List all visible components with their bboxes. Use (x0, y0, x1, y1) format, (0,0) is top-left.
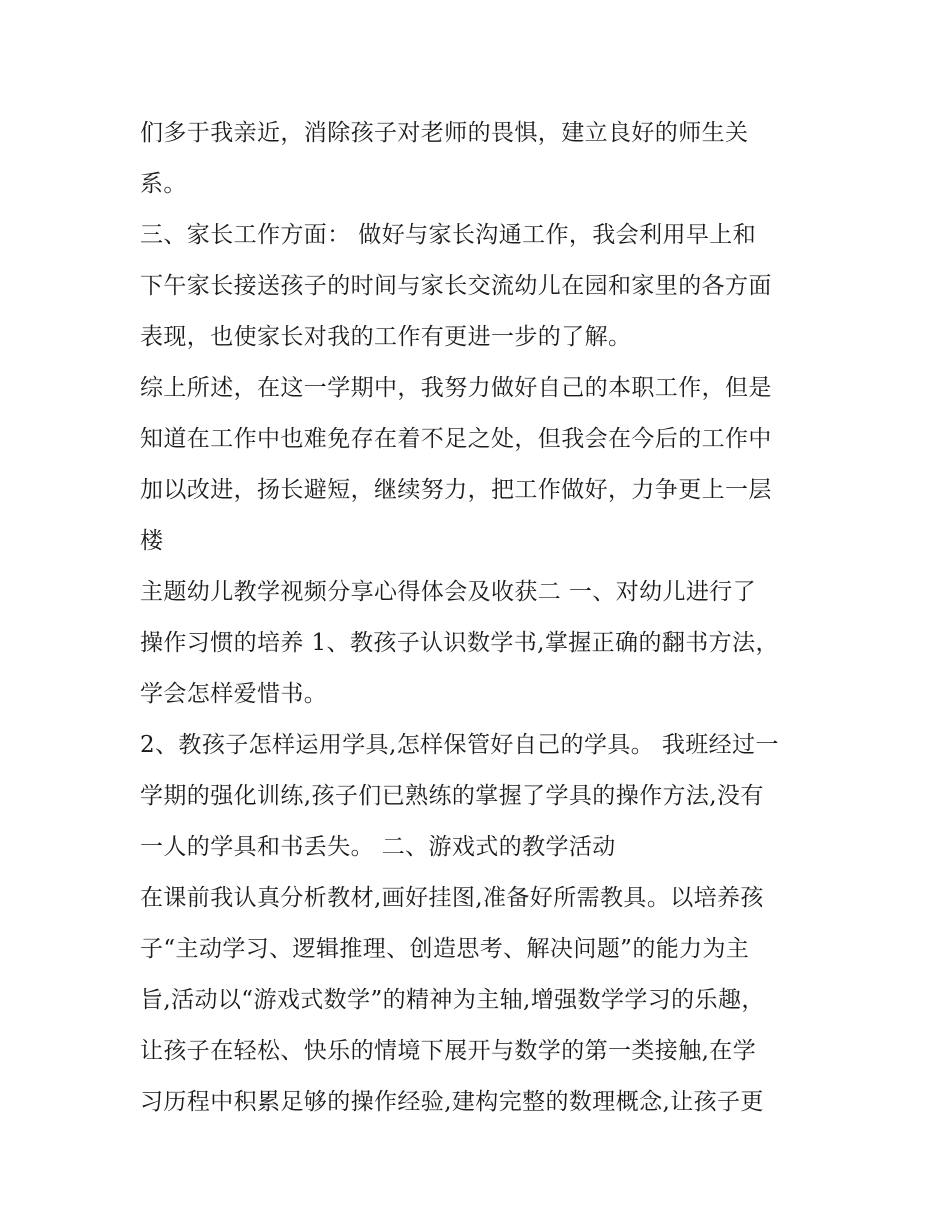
text-line: 系。 (140, 171, 187, 197)
text-line: 加以改进，扬长避短，继续努力，把工作做好，力争更上一层 (140, 477, 772, 503)
text-line: 学会怎样爱惜书。 (140, 681, 328, 707)
document-body (140, 108, 830, 1128)
text-line: 在课前我认真分析教材,画好挂图,准备好所需教具。以培养孩 (140, 885, 764, 911)
text-line: 知道在工作中也难免存在着不足之处，但我会在今后的工作中 (140, 426, 772, 452)
text-line: 子“主动学习、逻辑推理、创造思考、解决问题”的能力为主 (140, 936, 750, 962)
text-line: 让孩子在轻松、快乐的情境下展开与数学的第一类接触,在学 (140, 1038, 757, 1064)
text-line: 一人的学具和书丢失。 二、游戏式的教学活动 (140, 834, 616, 860)
text-line: 楼 (140, 528, 164, 554)
text-line: 旨,活动以“游戏式数学”的精神为主轴,增强数学学习的乐趣， (140, 987, 765, 1013)
text-line: 2、教孩子怎样运用学具,怎样保管好自己的学具。 我班经过一 (140, 732, 779, 758)
text-line: 三、家长工作方面： 做好与家长沟通工作，我会利用早上和 (140, 222, 757, 248)
text-line: 主题幼儿教学视频分享心得体会及收获二 一、对幼儿进行了 (140, 579, 757, 605)
text-line: 学期的强化训练,孩子们已熟练的掌握了学具的操作方法,没有 (140, 783, 764, 809)
text-line: 习历程中积累足够的操作经验,建构完整的数理概念,让孩子更 (140, 1089, 764, 1115)
text-line: 下午家长接送孩子的时间与家长交流幼儿在园和家里的各方面 (140, 273, 772, 299)
text-line: 操作习惯的培养 1、教孩子认识数学书,掌握正确的翻书方法， (140, 630, 779, 656)
text-line: 综上所述，在这一学期中，我努力做好自己的本职工作，但是 (140, 375, 772, 401)
text-line: 们多于我亲近，消除孩子对老师的畏惧，建立良好的师生关 (140, 120, 749, 146)
text-line: 表现，也使家长对我的工作有更进一步的了解。 (140, 324, 632, 350)
